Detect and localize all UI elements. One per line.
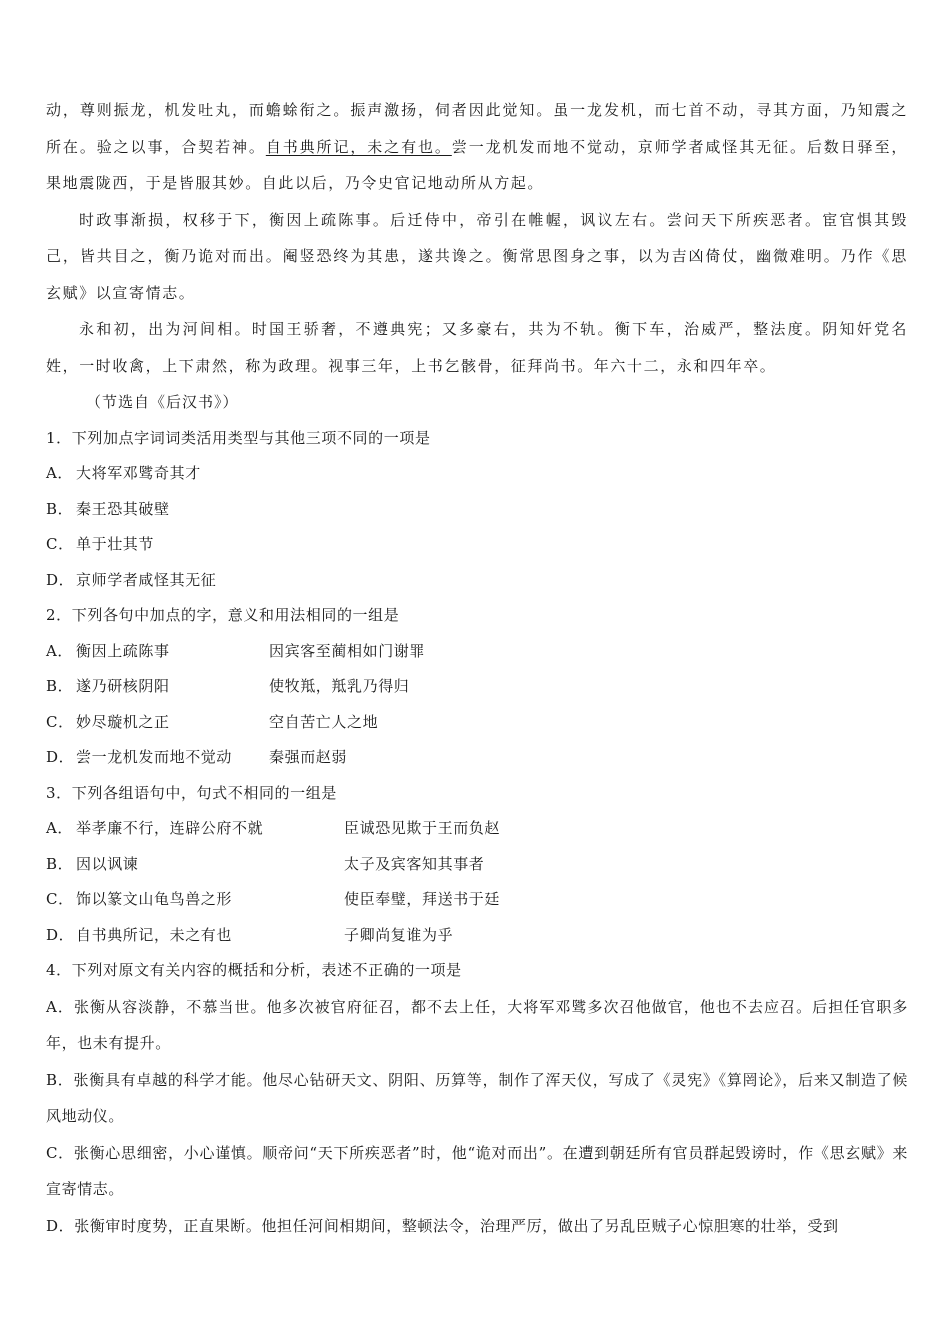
option-label: C． (46, 1143, 74, 1162)
option-label: C． (46, 890, 74, 908)
question-2-option-a[interactable] (46, 634, 908, 670)
option-right-text: 子卿尚复谁为乎 (344, 925, 454, 944)
question-4-option-a[interactable] (46, 989, 908, 1062)
question-3-option-a[interactable] (46, 811, 908, 847)
option-text: 张衡审时度势，正直果断。他担任河间相期间，整顿法令，治理严厉，做出了另乱臣贼子心惊胆寒的壮举，受到 (74, 1216, 839, 1235)
exam-page (46, 92, 908, 1244)
option-label: B． (46, 854, 74, 873)
option-left-text: 举孝廉不行，连辟公府不就 (76, 819, 264, 837)
question-3-option-c[interactable] (46, 882, 908, 918)
question-3-option-b[interactable] (46, 847, 908, 883)
passage-paragraph-2: 时政事渐损，权移于下，衡因上疏陈事。后迁侍中，帝引在帷幄，讽议左右。尝问天下所疾恶者。宦官惧其毁己，皆共目之，衡乃诡对而出。阉竖恐终为其患，遂共谗之。衡常思图身之事，以为吉凶倚仗，幽微难明。乃作《思玄赋》以宣寄情志。 (46, 210, 908, 302)
question-2-option-c[interactable] (46, 705, 908, 741)
option-right-text: 使臣奉璧，拜送书于廷 (344, 890, 501, 908)
question-1-stem: 1．下列加点字词词类活用类型与其他三项不同的一项是 (46, 428, 431, 447)
option-label: C． (46, 712, 74, 731)
question-2-stem: 2．下列各句中加点的字，意义和用法相同的一组是 (46, 606, 400, 624)
option-text: 单于壮其节 (76, 535, 155, 553)
option-left-text: 妙尽璇机之正 (76, 712, 170, 731)
option-right-text: 臣诚恐见欺于王而负赵 (344, 819, 501, 837)
option-right-text: 空自苦亡人之地 (269, 712, 379, 731)
option-label: B． (46, 499, 74, 518)
option-label: D． (46, 570, 75, 589)
question-1-option-a[interactable] (46, 456, 908, 492)
question-1-option-c[interactable] (46, 527, 908, 563)
question-2-option-d[interactable] (46, 740, 908, 776)
option-right-text: 太子及宾客知其事者 (344, 854, 485, 873)
option-right-text: 因宾客至蔺相如门谢罪 (269, 641, 426, 660)
option-left-text: 尝一龙机发而地不觉动 (76, 748, 233, 766)
passage-paragraph-3: 永和初，出为河间相。时国王骄奢，不遵典宪；又多豪右，共为不轨。衡下车，治威严，整法度。阴知奸党名姓，一时收禽，上下肃然，称为政理。视事三年，上书乞骸骨，征拜尚书。年六十二，永和四年卒。 (46, 320, 908, 375)
option-text: 京师学者咸怪其无征 (76, 570, 217, 589)
question-1-option-b[interactable] (46, 492, 908, 528)
option-label: B． (46, 1070, 74, 1089)
underlined-sentence: 自书典所记，未之有也。 (265, 137, 452, 156)
option-label: A． (46, 464, 74, 482)
option-right-text: 使牧羝，羝乳乃得归 (269, 677, 410, 695)
option-left-text: 饰以篆文山龟鸟兽之形 (76, 890, 233, 908)
option-right-text: 秦强而赵弱 (269, 748, 348, 766)
option-label: A． (46, 819, 74, 837)
question-4-option-b[interactable] (46, 1062, 908, 1135)
option-left-text: 衡因上疏陈事 (76, 641, 170, 660)
question-2-option-b[interactable] (46, 669, 908, 705)
option-text: 大将军邓骘奇其才 (76, 464, 201, 482)
question-1-option-d[interactable] (46, 563, 908, 599)
passage-source: （节选自《后汉书》） (86, 393, 239, 411)
option-text: 张衡具有卓越的科学才能。他尽心钻研天文、阴阳、历算等，制作了浑天仪，写成了《灵宪》《算罔论》，后来又制造了候风地动仪。 (46, 1070, 908, 1125)
passage-text: 动，尊则振龙，机发吐丸，而蟾蜍衔之。振声激扬，伺者因此觉知。虽一龙发机，而七首不动，寻其方面，乃知震之所在。验之以事，合契若神。 (46, 101, 908, 156)
option-label: A． (46, 641, 74, 660)
option-label: C． (46, 535, 74, 553)
passage-text: 尝一龙机发而地不觉动，京师学者咸怪其无征。后数日驿至，果地震陇西，于是皆服其妙。自此以后，乃令史官记地动所从方起。 (46, 137, 908, 192)
question-4-option-c[interactable] (46, 1135, 908, 1208)
option-label: A． (46, 997, 74, 1016)
question-4-option-d[interactable] (46, 1208, 908, 1245)
question-3-option-d[interactable] (46, 918, 908, 954)
option-left-text: 遂乃研核阴阳 (76, 677, 170, 695)
option-text: 张衡心思细密，小心谨慎。顺帝问“天下所疾恶者”时，他“诡对而出”。在遭到朝廷所有官员群起毁谤时，作《思玄赋》来宣寄情志。 (46, 1143, 908, 1198)
question-4-stem: 4．下列对原文有关内容的概括和分析，表述不正确的一项是 (46, 961, 462, 979)
option-text: 张衡从容淡静，不慕当世。他多次被官府征召，都不去上任，大将军邓骘多次召他做官，他也不去应召。后担任官职多年，也未有提升。 (46, 997, 908, 1052)
option-label: D． (46, 925, 75, 944)
option-left-text: 因以讽谏 (76, 854, 139, 873)
passage-paragraph-1 (46, 92, 908, 202)
option-label: D． (46, 748, 75, 766)
option-label: B． (46, 677, 74, 695)
question-3-stem: 3．下列各组语句中，句式不相同的一组是 (46, 783, 337, 802)
option-text: 秦王恐其破壁 (76, 499, 170, 518)
option-label: D． (46, 1216, 75, 1235)
option-left-text: 自书典所记，未之有也 (76, 925, 233, 944)
